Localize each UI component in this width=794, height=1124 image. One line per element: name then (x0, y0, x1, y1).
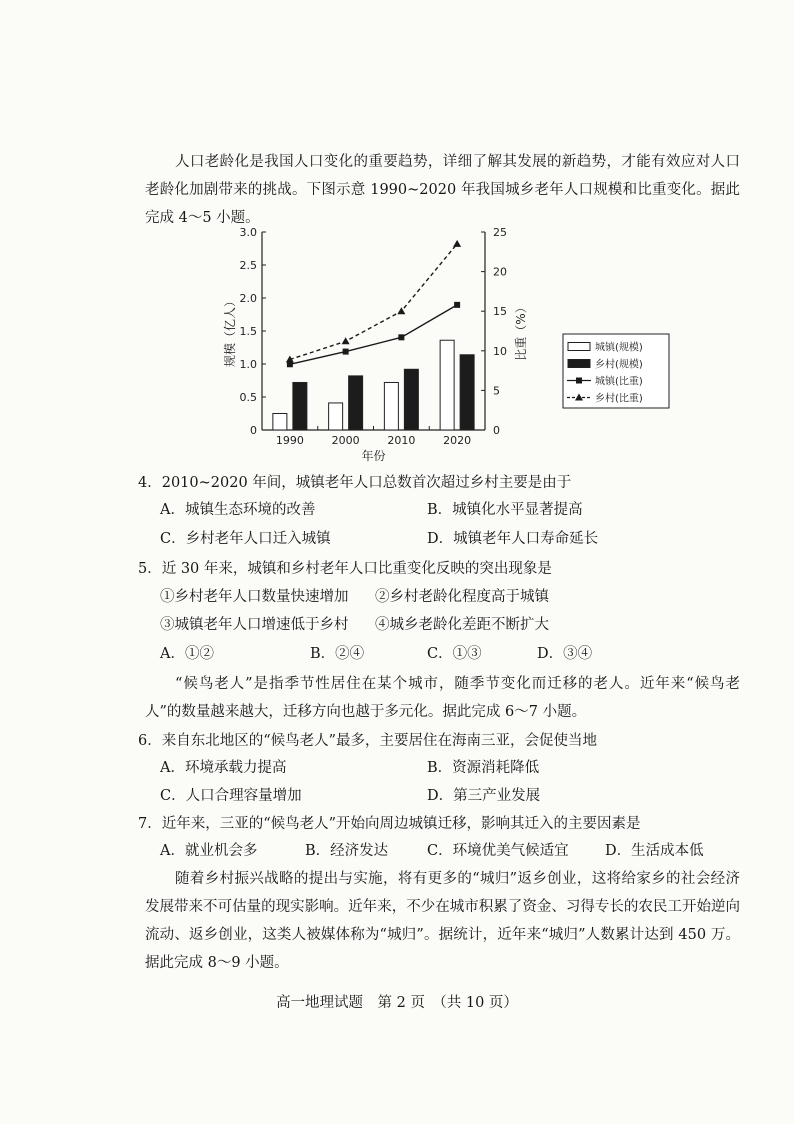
intro-paragraph-8-9: 随着乡村振兴战略的提出与实施，将有更多的“城归”返乡创业，这将给家乡的社会经济发展带来不可估量的现实影响。近年来，不少在城市积累了资金、习得专长的农民工开始逆向流动、返乡创业，这类人被媒体称为“城归”。据统计，近年来“城归”人数累计达到 450 万。据此完成 8～9 小题。 (145, 871, 740, 971)
q5-statement-3: ③城镇老年人口增速低于乡村 (160, 617, 349, 633)
legend-swatch (568, 360, 590, 368)
question-7-stem: 7．近年来，三亚的“候鸟老人”开始向周边城镇迁移，影响其迁入的主要因素是 (138, 816, 641, 832)
q7-option-d: D．生活成本低 (605, 843, 704, 859)
x-axis-label: 年份 (361, 449, 386, 462)
legend-swatch (568, 343, 590, 351)
q4-option-a: A．城镇生态环境的改善 (160, 502, 316, 518)
legend-marker (576, 378, 582, 384)
legend-label: 乡村(规模) (595, 359, 643, 371)
line-urban-share (290, 305, 457, 364)
y-tick-label: 0.5 (239, 391, 257, 404)
x-tick-label: 1990 (275, 434, 304, 447)
q5-option-d: D．③④ (537, 646, 593, 662)
legend-label: 乡村(比重) (595, 393, 643, 405)
q5-statement-1: ①乡村老年人口数量快速增加 (160, 589, 349, 605)
line-rural-share (290, 244, 457, 360)
population-chart (220, 222, 680, 462)
y2-tick-label: 10 (493, 344, 507, 358)
y-tick-label: 2.5 (239, 259, 257, 272)
point-rural-share (453, 240, 461, 247)
point-urban-share (343, 349, 349, 355)
bar-rural-scale (293, 382, 307, 430)
y-tick-label: 0 (250, 424, 257, 437)
question-5-stem: 5．近 30 年来，城镇和乡村老年人口比重变化反映的突出现象是 (138, 561, 552, 577)
bar-rural-scale (404, 369, 418, 430)
q6-option-a: A．环境承载力提高 (160, 760, 287, 776)
q7-option-c: C．环境优美气候适宜 (427, 843, 569, 859)
bar-rural-scale (349, 376, 363, 430)
bar-urban-scale (329, 403, 343, 430)
q5-statement-2: ②乡村老龄化程度高于城镇 (375, 589, 549, 605)
legend-label: 城镇(比重) (595, 376, 643, 388)
page-footer: 高一地理试题 第 2 页 （共 10 页） (276, 995, 518, 1011)
intro-paragraph-4-5: 人口老龄化是我国人口变化的重要趋势，详细了解其发展的新趋势，才能有效应对人口老龄化加剧带来的挑战。下图示意 1990~2020 年我国城乡老年人口规模和比重变化。据此完成 4～5 小题。 (145, 154, 740, 226)
y2-tick-label: 0 (493, 424, 500, 437)
bar-rural-scale (460, 355, 474, 430)
point-rural-share (342, 337, 350, 344)
question-6-stem: 6．来自东北地区的“候鸟老人”最多，主要居住在海南三亚，会促使当地 (138, 733, 598, 749)
q7-option-a: A．就业机会多 (160, 843, 258, 859)
chart-legend (563, 334, 669, 408)
y2-axis-label: 比重（%） (514, 301, 528, 361)
q6-option-b: B．资源消耗降低 (427, 760, 540, 776)
y-tick-label: 1.5 (239, 325, 257, 338)
x-tick-label: 2010 (387, 434, 416, 447)
point-urban-share (398, 334, 404, 340)
y2-tick-label: 20 (493, 265, 507, 279)
q5-option-a: A．①② (160, 646, 214, 662)
y2-tick-label: 15 (493, 305, 507, 319)
q7-option-b: B．经济发达 (305, 843, 389, 859)
q5-option-b: B．②④ (310, 646, 365, 662)
y-axis-label: 规模（亿人） (223, 294, 237, 368)
q6-option-d: D．第三产业发展 (427, 788, 541, 804)
q5-statement-4: ④城乡老龄化差距不断扩大 (375, 617, 549, 633)
q4-option-b: B．城镇化水平显著提高 (427, 502, 583, 518)
bar-urban-scale (384, 382, 398, 430)
point-urban-share (454, 302, 460, 308)
intro-paragraph-6-7: “候鸟老人”是指季节性居住在某个城市，随季节变化而迁移的老人。近年来“候鸟老人”的数量越来越大，迁移方向也越于多元化。据此完成 6～7 小题。 (145, 676, 740, 720)
q5-option-c: C．①③ (427, 646, 482, 662)
x-tick-label: 2000 (331, 434, 360, 447)
y2-tick-label: 25 (493, 226, 507, 239)
q6-option-c: C．人口合理容量增加 (160, 788, 302, 804)
y-tick-label: 1.0 (239, 358, 257, 371)
bar-urban-scale (440, 340, 454, 430)
y2-tick-label: 5 (493, 384, 500, 398)
legend-label: 城镇(规模) (595, 342, 643, 354)
bar-urban-scale (273, 414, 287, 431)
question-4-stem: 4．2010~2020 年间，城镇老年人口总数首次超过乡村主要是由于 (138, 475, 572, 491)
q4-option-d: D．城镇老年人口寿命延长 (427, 531, 599, 547)
y-tick-label: 3.0 (239, 226, 257, 239)
x-tick-label: 2020 (443, 434, 472, 447)
y-tick-label: 2.0 (239, 292, 257, 305)
q4-option-c: C．乡村老年人口迁入城镇 (160, 531, 331, 547)
